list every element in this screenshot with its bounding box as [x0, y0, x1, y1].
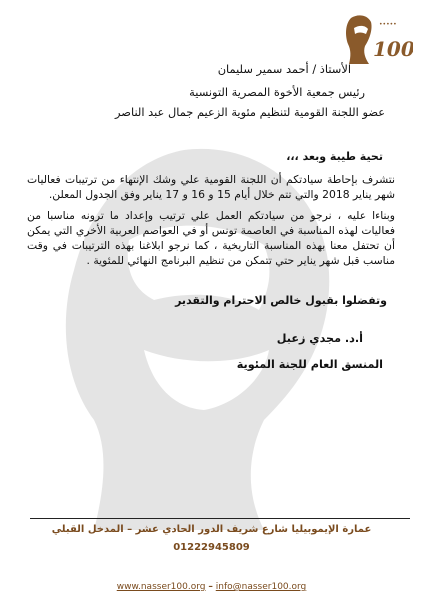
logo-text: 100 [373, 37, 413, 61]
greeting: تحية طيبة وبعد ،،، [286, 150, 383, 163]
nasser-100-logo [343, 10, 413, 70]
footer-website-link[interactable]: www.nasser100.org [116, 582, 206, 592]
footer-contact [0, 582, 423, 592]
footer-email-link[interactable]: info@nasser100.org [215, 582, 307, 592]
recipient-committee: عضو اللجنة القومية لتنظيم مئوية الزعيم جمال عبد الناصر [115, 105, 385, 119]
body-paragraph-1: نتشرف بإحاطة سيادتكم أن اللجنة القومية علي وشك الإنتهاء من ترتيبات فعاليات شهر يناير 2018 والتي تتم خلال أيام 15 و 16 و 17 يناير وفق الجدول المعلن. [27, 173, 395, 201]
signatory-name: أ.د. مجدي زعبل [276, 332, 363, 345]
footer-divider [30, 518, 410, 519]
recipient-position: رئيس جمعية الأخوة المصرية التونسية [189, 85, 365, 99]
footer-separator: – [208, 582, 213, 592]
signatory-title: المنسق العام للجنة المئوية [236, 358, 383, 371]
body-paragraph-2: وبناءا عليه ، نرجو من سيادتكم العمل علي ترتيب وإعداد ما ترونه مناسبا من فعاليات لهذه المناسبة في العاصمة تونس أو في العواصم العربية الأخري التي يمكن أن تحتفل معنا بهذه المناسبة التاريخية ، كما نرجو ابلاغنا بهذه الترتيبات في وقت مناسب قبل شهر يناير حتي تتمكن من تنظيم البرنامج النهائي للمئوية . [27, 209, 395, 267]
logo-arabic-mark: ••••• [379, 21, 397, 28]
closing-line: وتفضلوا بقبول خالص الاحترام والتقدير [175, 294, 387, 307]
footer-phone: 01222945809 [173, 542, 250, 553]
recipient-name: الأستاذ / أحمد سمير سليمان [217, 62, 351, 76]
footer-address: عمارة الإيموبيليا شارع شريف الدور الحادي عشر – المدخل القبلي [51, 524, 372, 535]
